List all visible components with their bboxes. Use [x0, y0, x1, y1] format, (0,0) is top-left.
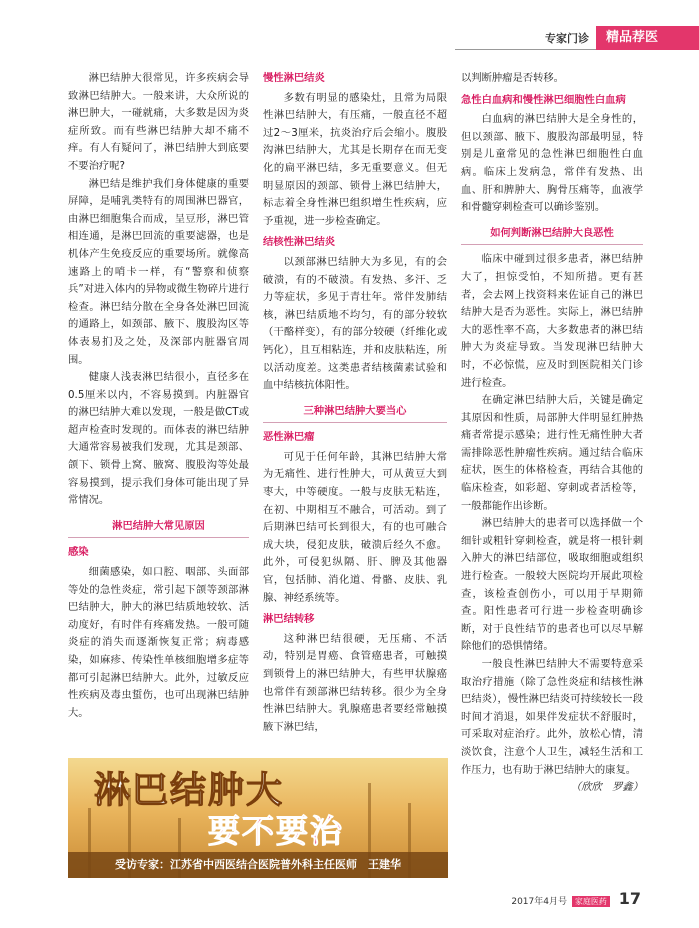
- title-banner: [68, 758, 448, 878]
- column-2: [263, 70, 447, 736]
- subheading-metastasis: 淋巴结转移: [263, 613, 315, 626]
- page-number: 17: [618, 889, 641, 908]
- metastasis-paragraph: 这种淋巴结很硬，无压痛、不活动，特别是胃癌、食管癌患者，可触摸到锁骨上的淋巴结肿大，有些甲状腺癌也常伴有颈部淋巴结转移。很少为全身性淋巴结肿大。乳腺癌患者要经常触摸腋下淋巴结，: [263, 632, 447, 733]
- subheading-infection: 感染: [68, 546, 89, 559]
- judgment-paragraph-2: 在确定淋巴结肿大后，关键是确定其原因和性质，局部肿大伴明显红肿热痛者常提示感染；进行性无痛性肿大者需排除恶性肿瘤性疾病。通过结合临床症状，医生的体格检查，再结合其他的临床检查，如彩超、穿刺或者活检等，一般都能作出诊断。: [461, 394, 643, 512]
- subheading-lymphoma: 恶性淋巴瘤: [263, 431, 315, 444]
- healthy-node-paragraph: 健康人浅表淋巴结很小，直径多在0.5厘米以内，不容易摸到。内脏器官的淋巴结肿大难以发现，一般是做CT或超声检查时发现的。而体表的淋巴结肿大通常容易被我们发现，尤其是颈部、颌下、锁骨上窝、腋窝、腹股沟等处最容易摸到，提示我们身体可能出现了异常情况。: [68, 371, 249, 507]
- judgment-paragraph-3: 淋巴结肿大的患者可以选择做一个细针或粗针穿刺检查，就是将一根针刺入肿大的淋巴结部位，吸取细胞或组织进行检查。一般较大医院均开展此项检查，该检查创伤小，可以用于早期筛查。阳性患者可行进一步检查明确诊断，对于良性结节的患者也可以尽早解除他们的恐惧情绪。: [461, 517, 643, 653]
- judgment-paragraph-4: 一般良性淋巴结肿大不需要特意采取治疗措施（除了急性炎症和结核性淋巴结炎），慢性淋巴结炎可持续较长一段时间才消退，如果伴发症状不舒服时，可采取对症治疗。此外，放松心情，清淡饮食，注意个人卫生，减轻生活和工作压力，也有助于淋巴结肿大的康复。: [461, 658, 643, 776]
- subheading-tuberculous: 结核性淋巴结炎: [263, 236, 336, 249]
- leukemia-paragraph: 白血病的淋巴结肿大是全身性的，但以颈部、腋下、腹股沟部最明显，特别是儿童常见的急性淋巴细胞性白血病。临床上发病急，常伴有发热、出血、肝和脾肿大、胸骨压痛等，血液学和骨髓穿刺检查可以确诊鉴别。: [461, 113, 643, 214]
- subheading-leukemia: 急性白血病和慢性淋巴细胞性白血病: [461, 93, 626, 106]
- magazine-name: 家庭医药: [572, 896, 610, 907]
- section-heading-three-types: 三种淋巴结肿大要当心: [263, 403, 447, 424]
- column-3: [461, 70, 643, 797]
- judgment-paragraph-1: 临床中碰到过很多患者，淋巴结肿大了，担惊受怕，不知所措。更有甚者，会去网上找资料来佐证自己的淋巴结肿大是否为恶性。实际上，淋巴结肿大的恶性率不高，大多数患者的淋巴结肿大为炎症导致。当发现淋巴结肿大时，不必惊慌，应及时到医院相关门诊进行检查。: [461, 253, 643, 389]
- issue-date: 2017年4月号: [511, 897, 567, 907]
- author-signature: （欣欣 罗鑫）: [570, 781, 643, 794]
- chronic-paragraph: 多数有明显的感染灶，且常为局限性淋巴结肿大，有压痛，一般直径不超过2～3厘米，抗炎治疗后会缩小。腹股沟淋巴结肿大，尤其是长期存在而无变化的扁平淋巴结，多无重要意义。但无明显原因的颈部、锁骨上淋巴结肿大，标志着全身性淋巴组织增生性疾病，应予重视，进一步检查确定。: [263, 91, 447, 227]
- continued-text: 以判断肿瘤是否转移。: [461, 72, 564, 84]
- banner-title-line1: 淋巴结肿大: [94, 770, 285, 811]
- lymph-node-description: 淋巴结是维护我们身体健康的重要屏障，是哺乳类特有的周围淋巴器官，由淋巴细胞集合而成，呈豆形，淋巴管相连通，是淋巴回流的重要滤器，也是机体产生免疫反应的重要场所。就像高速路上的哨卡一样，有“警察和侦察兵”对进入体内的异物或微生物碎片进行检查。淋巴结分散在全身各处淋巴回流的通路上，如颈部、腋下、腹股沟区等体表易扪及之处，及深部内脏器官周围。: [68, 177, 249, 366]
- banner-title-line2: 要不要治: [208, 812, 345, 850]
- infection-paragraph: 细菌感染，如口腔、咽部、头面部等处的急性炎症，常引起下颌等颈部淋巴结肿大，肿大的淋巴结质地较软、活动度好，有时伴有疼痛发热。一般可随炎症的消失而逐渐恢复正常；病毒感染，如麻疹、传染性单核细胞增多症等都可引起淋巴结肿大。此外，过敏反应性疾病及毒虫蜇伤，也可出现淋巴结肿大。: [68, 566, 249, 719]
- page-header: [0, 26, 699, 50]
- lymphoma-paragraph: 可见于任何年龄，其淋巴结肿大常为无痛性、进行性肿大，可从黄豆大到枣大，中等硬度。一般与皮肤无粘连，在初、中期相互不融合，可活动。到了后期淋巴结可长到很大，有的也可融合成大块，侵犯皮肤，破溃后经久不愈。此外，可侵犯纵隔、肝、脾及其他器官，包括肺、消化道、骨骼、皮肤、乳腺、神经系统等。: [263, 450, 447, 604]
- section-heading-benign-malignant: 如何判断淋巴结肿大良恶性: [461, 225, 643, 246]
- intro-paragraph: 淋巴结肿大很常见，许多疾病会导致淋巴结肿大。一般来讲，大众所说的淋巴肿大，一碰就痛，大多数是因为炎症所致。而有些淋巴结肿大却不痛不痒。有人有疑问了，淋巴结肿大到底要不要治疗呢?: [68, 72, 249, 172]
- section-tag: 精品荐医: [596, 26, 699, 50]
- column-1: [68, 70, 249, 722]
- tuberculous-paragraph: 以颈部淋巴结肿大为多见，有的会破溃，有的不破溃。有发热、多汗、乏力等症状，多见于青壮年。常伴发肺结核，淋巴结质地不均匀，有的部分较软（干酪样变），有的部分较硬（纤维化或钙化），且互相粘连，并和皮肤粘连，所以活动度差。这类患者结核菌素试验和血中结核抗体阳性。: [263, 255, 447, 392]
- header-rule: [455, 49, 596, 50]
- subheading-chronic-lymphadenitis: 慢性淋巴结炎: [263, 72, 325, 84]
- page-footer: [511, 889, 641, 908]
- expert-credit: 受访专家：江苏省中西医结合医院普外科主任医师 王建华: [68, 852, 448, 878]
- section-label: 专家门诊: [545, 32, 589, 45]
- section-heading-causes: 淋巴结肿大常见原因: [68, 518, 249, 539]
